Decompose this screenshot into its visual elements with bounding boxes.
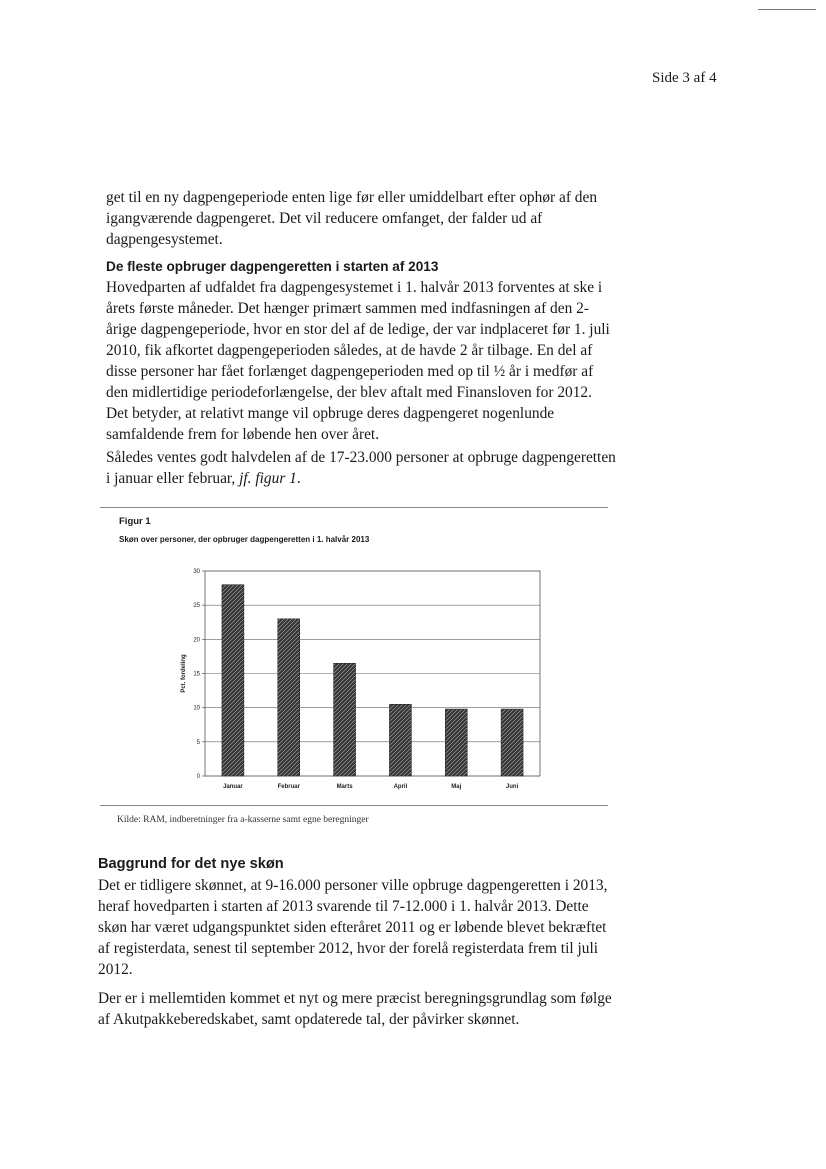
figure-reference: jf. figur 1 [239,470,297,487]
bar-februar [278,619,300,776]
y-tick-label: 15 [193,671,200,678]
x-category-label: Januar [223,784,243,790]
x-category-label: Februar [277,784,300,790]
corner-line [758,9,816,10]
x-category-label: Marts [336,784,353,790]
page-number: Side 3 af 4 [652,70,717,86]
bar-april [389,704,411,776]
y-tick-label: 25 [193,603,200,610]
y-axis-label: Pct. fordeling [181,654,187,693]
figure-bottom-rule [100,805,608,806]
bar-marts [334,663,356,776]
paragraph-3-text: Således ventes godt halvdelen af de 17-23.000 personer at opbruge dagpengeretten i januar eller februar, [106,449,616,487]
x-category-label: Juni [505,784,519,790]
y-tick-label: 5 [196,739,200,746]
paragraph-5: Der er i mellemtiden kommet et nyt og mere præcist beregningsgrundlag som følge af Akutpakkeberedskabet, samt opdaterede tal, der påvirker skønnet. [98,990,612,1028]
figure-title: Skøn over personer, der opbruger dagpengeretten i 1. halvår 2013 [119,535,370,544]
figure-top-rule [100,507,608,508]
y-tick-label: 0 [196,774,200,780]
paragraph-4: Det er tidligere skønnet, at 9-16.000 personer ville opbruge dagpengeretten i 2013, heraf hovedparten i starten af 2013 svarende til 7-12.000 i 1. halvår 2013. Dette skøn har været udgangspunktet siden efteråret 2011 og er løbende blevet bekræftet af registerdata, senest til september 2012, hvor der forelå registerdata frem til juli 2012. [98,877,608,978]
figure-source: Kilde: RAM, indberetninger fra a-kasserne samt egne beregninger [117,815,369,825]
y-tick-label: 10 [193,705,200,712]
x-category-label: Maj [451,784,462,790]
section-heading-2: Baggrund for det nye skøn [98,856,284,872]
paragraph-2: Hovedparten af udfaldet fra dagpengesystemet i 1. halvår 2013 forventes at ske i årets første måneder. Det hænger primært sammen med indfasningen af den 2-årige dagpengeperiode, hvor en stor del af de ledige, der var indplaceret før 1. juli 2010, fik afkortet dagpengeperioden således, at de havde 2 år tilbage. En del af disse personer har fået forlænget dagpengeperioden med op til ½ år i medfør af den midlertidige periodeforlængelse, der blev aftalt med Finansloven for 2012. Det betyder, at relativt mange vil opbruge deres dagpengeret nogenlunde samfaldende frem for løbende hen over året. [106,279,610,443]
bar-maj [445,709,467,776]
bar-januar [222,585,244,776]
figure-label: Figur 1 [119,516,151,527]
bar-chart [170,560,550,795]
section-heading-1: De fleste opbruger dagpengeretten i starten af 2013 [106,259,439,274]
x-category-label: April [393,784,408,790]
y-tick-label: 30 [193,569,200,575]
paragraph-3 [106,447,618,489]
paragraph-3-end: . [296,470,301,487]
paragraph-1: get til en ny dagpengeperiode enten lige før eller umiddelbart efter ophør af den igangværende dagpengeret. Det vil reducere omfanget, der falder ud af dagpengesystemet. [106,189,598,248]
bar-juni [501,709,523,776]
y-tick-label: 20 [193,637,200,644]
